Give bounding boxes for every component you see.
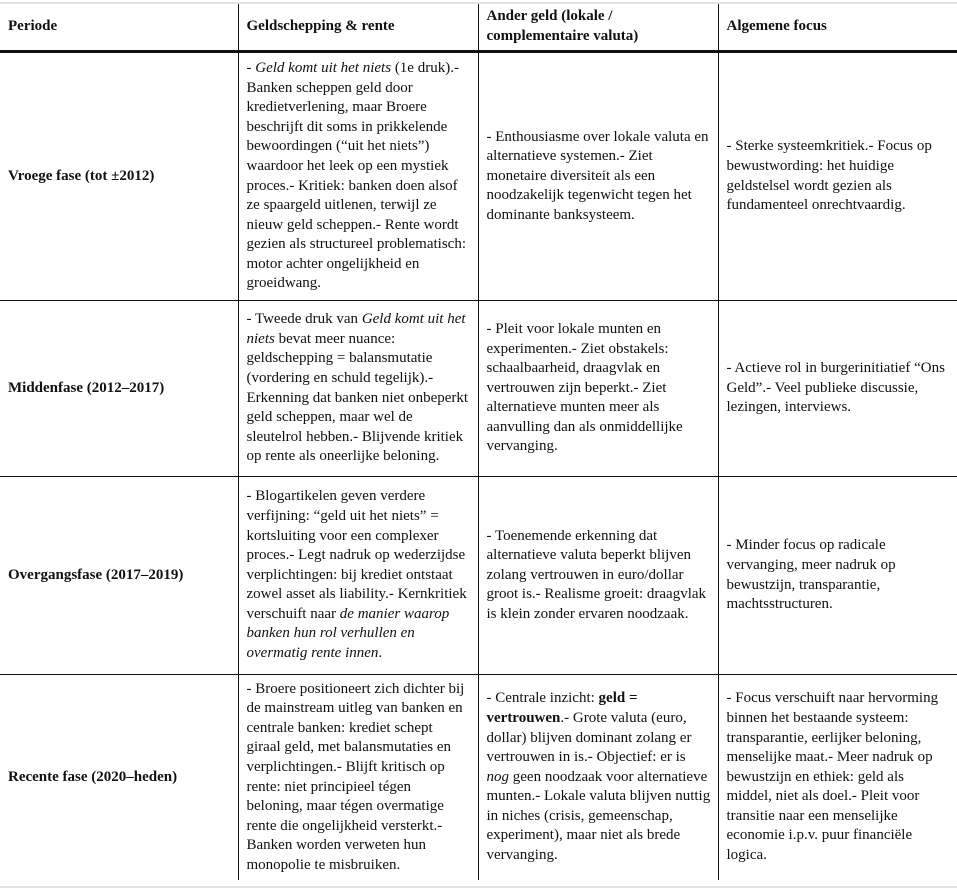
header-row: [0, 4, 957, 52]
geldschepping-cell: - Broere positioneert zich dichter bij de mainstream uitleg van banken en centrale banken: krediet schept giraal geld, met balansmutaties en verplichtingen.- Blijft kritisch op rente: niet principieel tégen beloning, maar tégen overmatige rente die ongelijkheid versterkt.- Banken worden verweten hun monopolie te misbruiken.: [238, 675, 478, 881]
period-cell: Overgangsfase (2017–2019): [0, 477, 238, 675]
table-row: [0, 675, 957, 881]
table-row: [0, 301, 957, 477]
text: .: [378, 645, 383, 662]
table-row: [0, 52, 957, 301]
focus-cell: - Actieve rol in burgerinitiatief “Ons Geld”.- Veel publieke discussie, lezingen, interviews.: [718, 301, 957, 477]
book-title: Geld komt uit het niets: [255, 59, 392, 76]
text: geen noodzaak voor alternatieve munten.- Lokale valuta blijven nuttig in niches (crisis, gemeenschap, experiment), maar niet als brede vervanging.: [486, 768, 711, 864]
period-cell: Recente fase (2020–heden): [0, 675, 238, 881]
text: - Blogartikelen geven verdere verfijning: “geld uit het niets” = kortsluiting voor een complexer proces.- Legt nadruk op wederzijdse verplichtingen: bij krediet ontstaat zowel asset als liability.- Kernkritiek verschuift naar: [246, 488, 467, 622]
text: (1e druk).- Banken scheppen geld door kredietverlening, maar Broere beschrijft dit soms in prikkelende bewoordingen (“uit het niets”) waardoor het leek op een mystiek proces.- Kritiek: banken doen alsof ze spaargeld uitlenen, terwijl ze nieuw geld scheppen.- Rente wordt gezien als structureel problematisch: motor achter ongelijkheid en groeidwang.: [246, 59, 466, 292]
broere-phases-table: [0, 4, 957, 880]
focus-cell: - Sterke systeemkritiek.- Focus op bewustwording: het huidige geldstelsel wordt gezien als fundamenteel onrechtvaardig.: [718, 52, 957, 301]
text: -: [246, 59, 256, 76]
ander-geld-cell: [478, 675, 718, 881]
header-algemene-focus: Algemene focus: [718, 4, 957, 52]
text: - Centrale inzicht:: [486, 690, 599, 707]
ander-geld-cell: - Enthousiasme over lokale valuta en alternatieve systemen.- Ziet monetaire diversiteit als een noodzakelijk tegenwicht tegen het dominante banksysteem.: [478, 52, 718, 301]
text: - Tweede druk van: [246, 311, 362, 328]
text: .- Grote valuta (euro, dollar) blijven dominant zolang er vertrouwen in is.- Objectief: er is: [486, 709, 692, 766]
table-row: [0, 477, 957, 675]
book-title: Geld komt uit het niets: [246, 311, 466, 347]
header-ander-geld: Ander geld (lokale / complementaire valuta): [478, 4, 718, 52]
ander-geld-cell: - Pleit voor lokale munten en experimenten.- Ziet obstakels: schaalbaarheid, draagvlak en vertrouwen zijn beperkt.- Ziet alternatieve munten meer als aanvulling dan als onmiddellijke vervanging.: [478, 301, 718, 477]
emphasis-bold: geld = vertrouwen: [486, 690, 638, 726]
period-cell: Vroege fase (tot ±2012): [8, 167, 155, 184]
geldschepping-cell: [238, 301, 478, 477]
emphasis: de manier waarop banken hun rol verhullen en overmatig rente innen: [246, 605, 450, 662]
period-cell: Middenfase (2012–2017): [0, 301, 238, 477]
header-geldschepping: Geldschepping & rente: [238, 4, 478, 52]
focus-cell: - Minder focus op radicale vervanging, meer nadruk op bewustzijn, transparantie, machtsstructuren.: [718, 477, 957, 675]
emphasis-italic: nog: [486, 768, 509, 785]
bottom-divider: [0, 886, 957, 888]
ander-geld-cell: - Toenemende erkenning dat alternatieve valuta beperkt blijven zolang vertrouwen in euro/dollar groot is.- Realisme groeit: draagvlak is klein zonder ervaren noodzaak.: [478, 477, 718, 675]
text: bevat meer nuance: geldschepping = balansmutatie (vordering en schuld tegelijk).- Erkenning dat banken niet onbeperkt geld scheppen, maar wel de sleutelrol hebben.- Blijvende kritiek op rente als oneerlijke beloning.: [246, 330, 469, 465]
geldschepping-cell: [238, 477, 478, 675]
header-periode: Periode: [0, 4, 238, 52]
geldschepping-cell: [238, 52, 478, 301]
focus-cell: - Focus verschuift naar hervorming binnen het bestaande systeem: transparantie, eerlijker beloning, menselijke maat.- Meer nadruk op bewustzijn en ethiek: geld als middel, niet als doel.- Pleit voor transitie naar een menselijke economie i.p.v. puur financiële logica.: [718, 675, 957, 881]
